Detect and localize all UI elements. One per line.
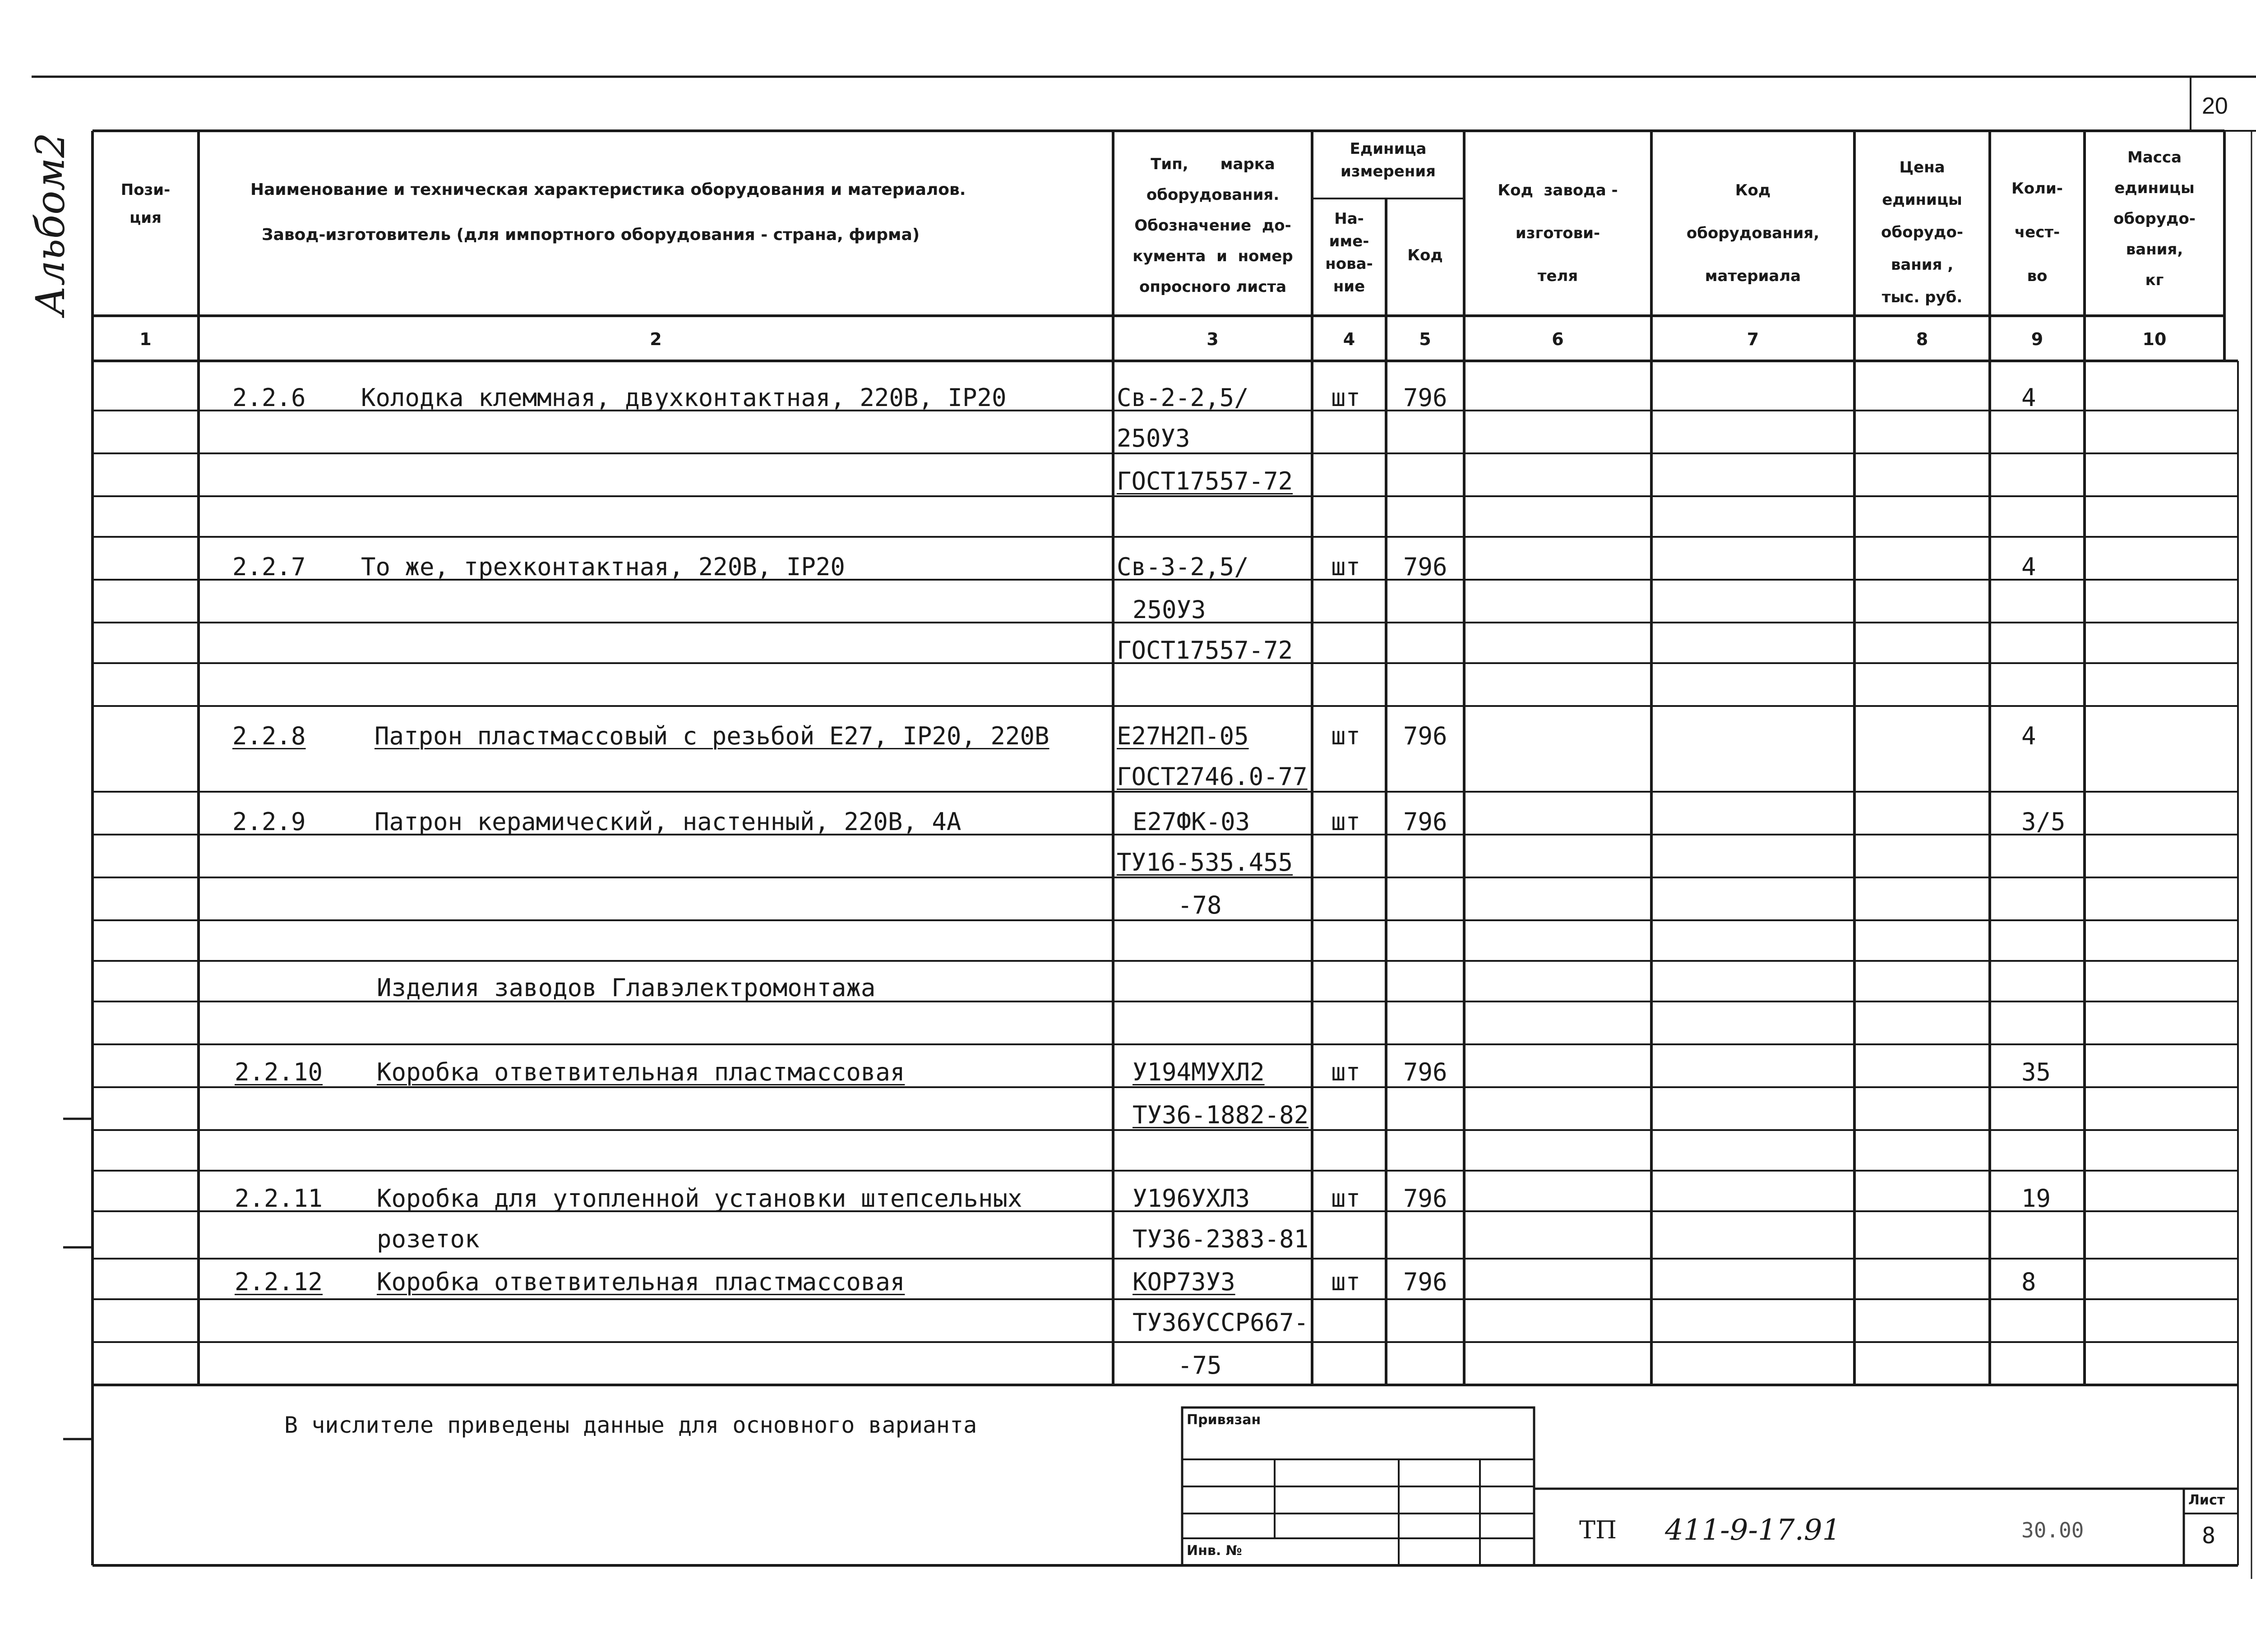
- item-name: Коробка ответвительная пластмассовая: [377, 1268, 905, 1296]
- item-unit-code: 796: [1403, 1268, 1447, 1296]
- header-name-line1: Наименование и техническая характеристика оборудования и материалов.: [250, 180, 966, 199]
- item-type-line: -75: [1178, 1351, 1222, 1380]
- column-number: 9: [2031, 329, 2043, 349]
- page-number: 20: [2202, 93, 2228, 119]
- item-position: 2.2.10: [235, 1058, 323, 1086]
- item-type-line: 250У3: [1117, 424, 1190, 452]
- item-unit: шт: [1331, 808, 1361, 836]
- item-type-line: ТУ36-1882-82: [1133, 1101, 1309, 1129]
- item-name: Патрон керамический, настенный, 220В, 4А: [374, 808, 962, 836]
- item-position: 2.2.11: [235, 1184, 323, 1213]
- item-type-line: У194МУХЛ2: [1133, 1058, 1265, 1086]
- item-unit-code: 796: [1403, 383, 1447, 412]
- item-type-line: Св-2-2,5/: [1117, 383, 1249, 412]
- item-unit: шт: [1331, 722, 1361, 750]
- item-quantity: 19: [2021, 1184, 2051, 1213]
- item-unit-code: 796: [1403, 722, 1447, 750]
- item-name-continued: розеток: [377, 1225, 480, 1253]
- column-number: 10: [2142, 329, 2167, 349]
- item-type-line: Св-3-2,5/: [1117, 553, 1249, 581]
- item-position: 2.2.8: [232, 722, 306, 750]
- item-type-line: ГОСТ17557-72: [1117, 467, 1293, 495]
- header-factory-code: Код завода - изготови- теля: [1498, 181, 1618, 285]
- header-unit-group: Единица измерения: [1341, 140, 1436, 180]
- item-type-line: Е27ФК-03: [1133, 808, 1250, 836]
- item-unit: шт: [1331, 1184, 1361, 1213]
- header-equipment-code: Код оборудования, материала: [1686, 181, 1820, 285]
- header-type: Тип, марка оборудования. Обозначение до- кумента и номер опросного листа: [1133, 155, 1293, 296]
- column-number: 6: [1552, 329, 1564, 349]
- item-unit-code: 796: [1403, 1184, 1447, 1213]
- sheet-label: Лист: [2188, 1492, 2225, 1508]
- item-unit-code: 796: [1403, 808, 1447, 836]
- column-number: 1: [139, 329, 152, 349]
- item-name: Патрон пластмассовый с резьбой Е27, IP20, 220В: [374, 722, 1049, 750]
- album-label: Альбом2: [27, 132, 74, 316]
- item-quantity: 4: [2021, 553, 2036, 581]
- column-number: 8: [1916, 329, 1928, 349]
- doc-suffix: 30.00: [2021, 1518, 2084, 1542]
- column-number: 5: [1419, 329, 1431, 349]
- item-unit: шт: [1331, 383, 1361, 412]
- item-name: Коробка для утопленной установки штепсельных: [377, 1184, 1022, 1213]
- sheet-number: 8: [2202, 1523, 2216, 1549]
- item-quantity: 4: [2021, 383, 2036, 412]
- item-name: То же, трехконтактная, 220В, IP20: [361, 553, 845, 581]
- stamp-bound-label: Привязан: [1187, 1412, 1261, 1428]
- doc-prefix: ТП: [1579, 1516, 1617, 1544]
- item-position: 2.2.6: [232, 383, 306, 412]
- column-number: 7: [1747, 329, 1759, 349]
- item-type-line: -78: [1178, 891, 1222, 919]
- item-quantity: 4: [2021, 722, 2036, 750]
- item-type-line: ГОСТ2746.0-77: [1117, 762, 1308, 791]
- header-unit-name: На- име- нова- ние: [1325, 210, 1373, 295]
- header-position: Пози- ция: [120, 181, 171, 227]
- header-mass: Масса единицы оборудо- вания, кг: [2113, 148, 2196, 289]
- column-number: 2: [650, 329, 662, 349]
- item-unit: шт: [1331, 1268, 1361, 1296]
- item-type-line: 250У3: [1133, 595, 1206, 624]
- item-unit: шт: [1331, 1058, 1361, 1086]
- item-name: Коробка ответвительная пластмассовая: [377, 1058, 905, 1086]
- item-unit-code: 796: [1403, 1058, 1447, 1086]
- item-unit: шт: [1331, 553, 1361, 581]
- header-price: Цена единицы оборудо- вания , тыс. руб.: [1881, 158, 1963, 306]
- item-position: 2.2.12: [235, 1268, 323, 1296]
- item-position: 2.2.7: [232, 553, 306, 581]
- stamp-inv-label: Инв. №: [1187, 1543, 1242, 1559]
- header-name-line2: Завод-изготовитель (для импортного оборудования - страна, фирма): [262, 226, 920, 244]
- item-type-line: КОР73У3: [1133, 1268, 1235, 1296]
- item-type-line: ТУ36-2383-81: [1133, 1225, 1309, 1253]
- item-position: 2.2.9: [232, 808, 306, 836]
- footnote: В числителе приведены данные для основного варианта: [284, 1412, 977, 1438]
- item-quantity: 35: [2021, 1058, 2051, 1086]
- item-type-line: ГОСТ17557-72: [1117, 636, 1293, 664]
- column-number: 3: [1207, 329, 1219, 349]
- header-unit-code: Код: [1407, 246, 1443, 264]
- item-type-line: Е27Н2П-05: [1117, 722, 1249, 750]
- item-type-line: У196УХЛ3: [1133, 1184, 1250, 1213]
- doc-number: 411-9-17.91: [1665, 1514, 1841, 1547]
- item-type-line: ТУ16-535.455: [1117, 848, 1293, 877]
- item-quantity: 8: [2021, 1268, 2036, 1296]
- column-number: 4: [1343, 329, 1355, 349]
- header-quantity: Коли- чест- во: [2011, 180, 2063, 285]
- item-type-line: ТУ36УССР667-: [1133, 1308, 1309, 1337]
- item-quantity: 3/5: [2021, 808, 2066, 836]
- section-heading: Изделия заводов Главэлектромонтажа: [377, 974, 876, 1002]
- item-name: Колодка клеммная, двухконтактная, 220В, IP20: [361, 383, 1007, 412]
- item-unit-code: 796: [1403, 553, 1447, 581]
